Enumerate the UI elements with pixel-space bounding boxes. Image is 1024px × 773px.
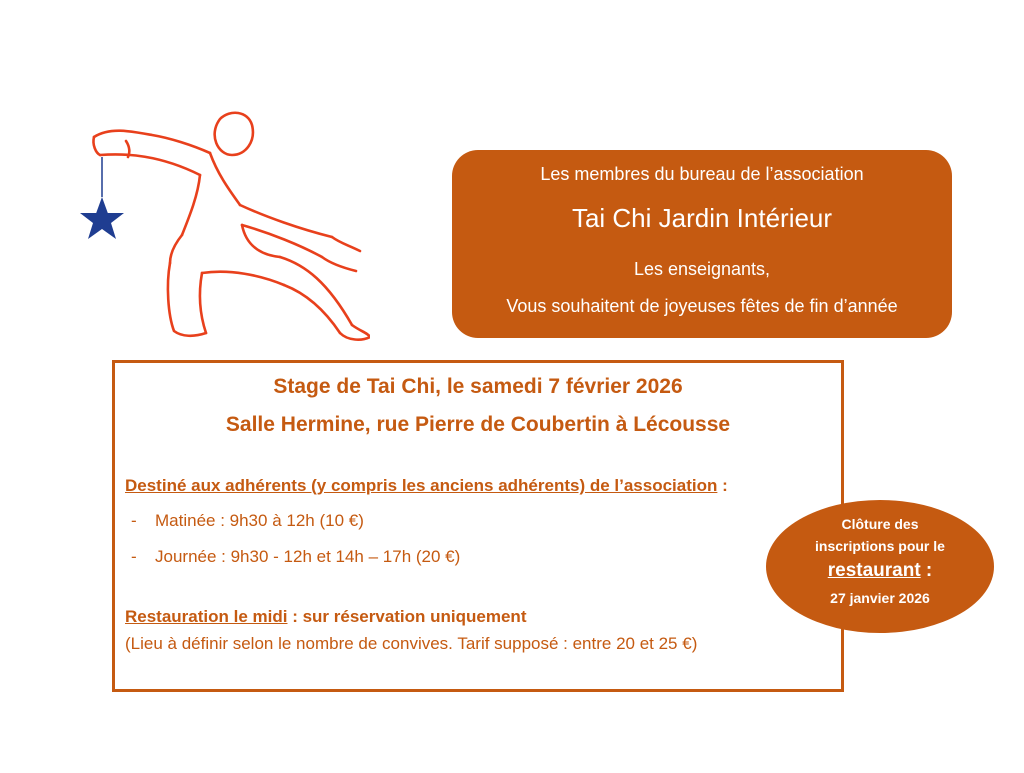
restaurant-label: Restauration le midi <box>125 607 288 626</box>
audience-label: Destiné aux adhérents (y compris les anciens adhérents) de l’association <box>125 476 718 495</box>
registration-deadline-badge <box>766 500 994 633</box>
audience-heading <box>125 476 728 496</box>
option-text: Matinée : 9h30 à 12h (10 €) <box>155 511 364 530</box>
deadline-colon: : <box>920 560 933 581</box>
deadline-line: Clôture des <box>841 516 919 532</box>
deadline-word: restaurant <box>827 560 921 581</box>
restaurant-heading <box>125 607 526 627</box>
deadline-date: 27 janvier 2026 <box>830 590 930 606</box>
greeting-line: Les enseignants, <box>633 259 771 279</box>
option-item <box>131 547 460 567</box>
deadline-line: inscriptions pour le <box>815 538 945 554</box>
audience-colon: : <box>717 476 728 495</box>
association-name: Tai Chi Jardin Intérieur <box>571 203 833 233</box>
greeting-wishes: Vous souhaitent de joyeuses fêtes de fin d’année <box>506 296 898 316</box>
restaurant-note: (Lieu à définir selon le nombre de convives. Tarif supposé : entre 20 et 25 €) <box>125 634 698 653</box>
restaurant-text: : sur réservation uniquement <box>287 607 527 626</box>
tai-chi-figure-illustration <box>70 105 370 350</box>
stage-announcement <box>112 360 844 692</box>
greeting-line: Les membres du bureau de l’association <box>540 164 864 184</box>
deadline-keyword <box>766 560 994 582</box>
option-text: Journée : 9h30 - 12h et 14h – 17h (20 €) <box>155 547 461 566</box>
stage-location: Salle Hermine, rue Pierre de Coubertin à Lécousse <box>225 413 731 436</box>
stage-title: Stage de Tai Chi, le samedi 7 février 2026 <box>273 375 683 398</box>
greeting-card <box>452 150 952 338</box>
blue-star-icon <box>80 197 124 239</box>
dash-bullet: - <box>131 511 137 530</box>
option-item <box>131 511 364 531</box>
dash-bullet: - <box>131 547 137 566</box>
